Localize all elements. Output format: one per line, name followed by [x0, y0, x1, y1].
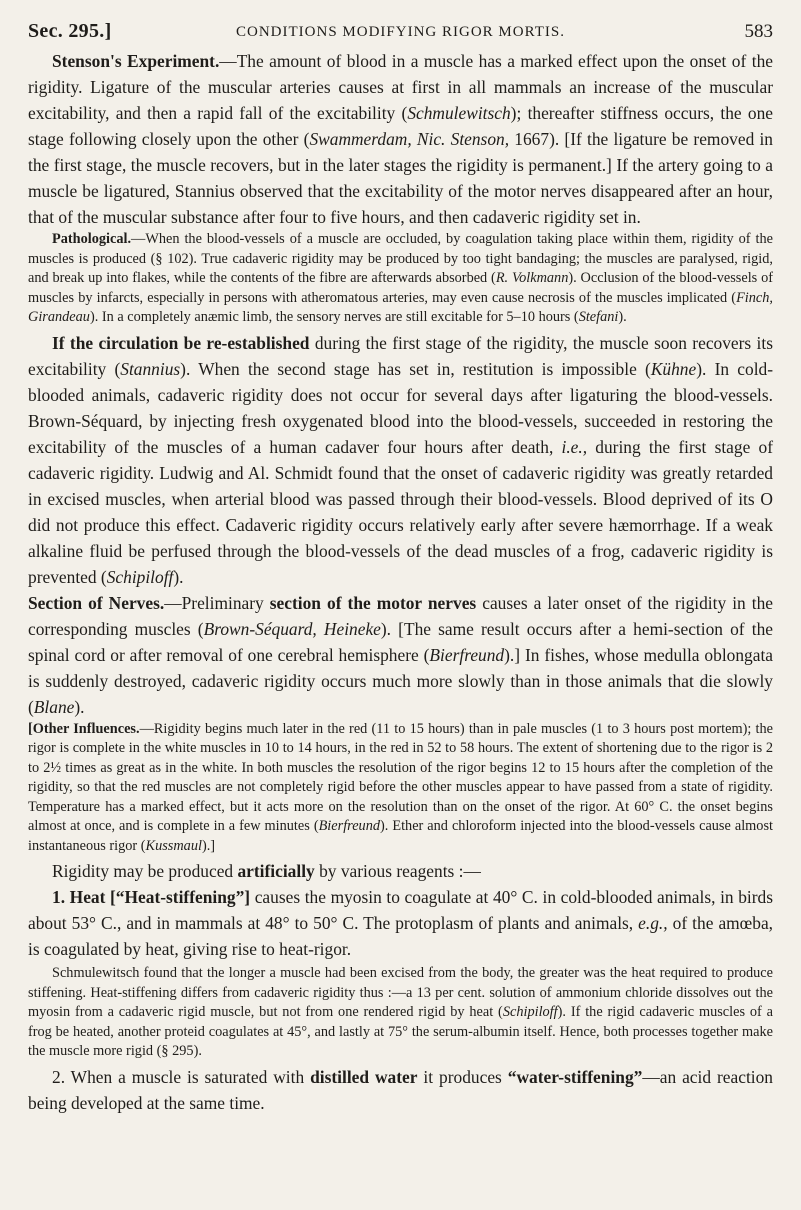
paragraph-schmulewitsch-note: [28, 964, 773, 1062]
italic-citation: Blane: [33, 696, 75, 717]
italic-citation: Brown-Séquard, Heineke: [203, 618, 381, 639]
paragraph-other-influences: [28, 720, 773, 857]
text-run: causes the myosin to coagulate at 40° C. in cold-blooded animals, in birds about 53° C., and in mammals at 48° to 50° C. The protoplasm of plants and animals,: [28, 887, 773, 933]
page-number: 583: [744, 21, 773, 42]
text-run: it produces: [417, 1066, 508, 1087]
italic-citation: Schipiloff: [106, 566, 174, 587]
text-run: causes a later onset of the rigidity in the corresponding muscles (: [28, 592, 774, 639]
bold-run: artificially: [237, 861, 315, 881]
text-run: ).] In fishes, whose medulla oblongata is suddenly destroyed, cadaveric rigidity occurs much more slowly than in those animals that die slowly (: [28, 644, 774, 717]
italic-citation: Stannius: [120, 358, 181, 379]
text-run: ). In a completely anæmic limb, the sensory nerves are still excitable for 5–10 hours (: [89, 309, 579, 325]
italic-citation: R. Volkmann: [495, 270, 569, 286]
section-reference: Sec. 295.]: [28, 20, 112, 42]
bold-run: If the circulation be re-established: [52, 332, 310, 353]
paragraph-heat-stiffening: [28, 884, 773, 962]
bold-run: “water-stiffening”: [507, 1066, 643, 1087]
italic-citation: Swammerdam, Nic. Stenson,: [309, 129, 510, 149]
text-run: ).: [74, 696, 85, 717]
italic-citation: Schmulewitsch: [407, 103, 511, 123]
text-run: during the first stage of the rigidity, the muscle soon recovers its excitability (: [28, 332, 773, 379]
text-run: ).: [618, 309, 627, 325]
italic-citation: Stefani: [578, 309, 619, 325]
bold-run: section of the motor nerves: [269, 592, 477, 613]
italic-citation: i.e.,: [561, 436, 588, 457]
paragraph-pathological: [28, 230, 773, 328]
bold-run: distilled water: [310, 1066, 418, 1087]
text-run: of the amœba, is coagulated by heat, giving rise to heat-rigor.: [28, 913, 774, 959]
bold-run: Stenson's Experiment.: [52, 51, 220, 71]
text-run: ); thereafter stiffness occurs, the one stage following closely upon the other (: [28, 103, 773, 149]
running-title: CONDITIONS MODIFYING RIGOR MORTIS.: [236, 24, 565, 40]
text-run: —Rigidity begins much later in the red (11 to 15 hours) than in pale muscles (1 to 3 hours post mortem); the rigor is complete in the white muscles in 10 to 14 hours, in the red in 52 to 58 hours. The extent of shortening due to the rigor is 2 to 2½ times as great as in the white. In both muscles the resolution of the rigor begins 12 to 15 hours after the completion of the rigidity, so that the red muscles are not completely rigid before the other muscles appear to have passed from a state of rigidity. Temperature has a marked effect, but it acts more on the resolution than on the onset of the rigor. At 60° C. the onset begins almost at once, and is complete in a few minutes (: [28, 720, 773, 834]
text-run: 1667). [If the ligature be removed in the first stage, the muscle recovers, but in the later stages the rigidity is permanent.] If the artery going to a muscle be ligatured, Stannius observed that the excitability of the motor nerves disappeared after an hour, that of the muscular substance after four to five hours, and then cadaveric rigidity set in.: [28, 129, 774, 227]
text-run: ). Occlusion of the blood-vessels of muscles by infarcts, especially in persons with atheromatous arteries, may even cause necrosis of the muscles implicated (: [28, 270, 773, 306]
text-run: —an acid reaction being developed at the same time.: [28, 1066, 773, 1113]
text-run: Schmulewitsch found that the longer a muscle had been excised from the body, the greater was the heat required to produce stiffening. Heat-stiffening differs from cadaveric rigidity thus :—a 13 per cent. solution of ammonium chloride dissolves out the myosin from a cadaveric rigid muscle, but not from one rendered rigid by heat (: [28, 965, 773, 1020]
text-run: ). If the rigid cadaveric muscles of a frog be heated, another proteid coagulates at 45°, and lastly at 75° the serum-albumin itself. Hence, both processes together make the muscle more rigid (§ 295).: [28, 1004, 773, 1059]
text-run: ).]: [201, 837, 216, 854]
text-run: ). When the second stage has set in, restitution is impossible (: [180, 358, 651, 379]
paragraph-section-of-nerves: [28, 590, 773, 720]
paragraph-circulation-reestablished: [28, 330, 773, 590]
text-run: ). In cold-blooded animals, cadaveric rigidity does not occur for several days after ligaturing the blood-vessels. Brown-Séquard, by injecting fresh oxygenated blood into the blood-vessels, succeeded in restoring the excitability of the muscles of a human cadaver four hours after death,: [28, 358, 774, 457]
italic-citation: e.g.,: [638, 913, 668, 933]
italic-citation: Finch, Girandeau: [28, 289, 773, 325]
italic-citation: Kussmaul: [145, 837, 202, 854]
text-run: ). [The same result occurs after a hemi-section of the spinal cord or after removal of one cerebral hemisphere (: [28, 618, 773, 665]
italic-citation: Bierfreund: [429, 644, 505, 665]
paragraph-artificial-rigidity: [28, 858, 773, 884]
bold-run: [Other Influences.: [28, 720, 140, 737]
text-run: by various reagents :—: [314, 861, 481, 881]
page-body: [28, 48, 773, 1116]
text-run: —Preliminary: [164, 592, 270, 613]
text-run: ). Ether and chloroform injected into the blood-vessels cause almost instantaneous rigor (: [28, 818, 773, 854]
italic-citation: Bierfreund: [318, 818, 380, 834]
paragraph-water-stiffening: [28, 1064, 773, 1116]
bold-run: Pathological.: [52, 231, 132, 247]
italic-citation: Schipiloff: [502, 1004, 558, 1020]
bold-run: Section of Nerves.: [28, 592, 165, 613]
text-run: —When the blood-vessels of a muscle are occluded, by coagulation taking place within them, rigidity of the muscles is produced (§ 102). True cadaveric rigidity may be produced by too tight bandaging; the muscles are paralysed, rigid, and break up into flakes, while the contents of the fibre are afterwards absorbed (: [28, 231, 773, 286]
italic-citation: Kühne: [650, 358, 697, 379]
text-run: during the first stage of cadaveric rigidity. Ludwig and Al. Schmidt found that the onset of cadaveric rigidity was greatly retarded in excised muscles, when arterial blood was passed through their blood-vessels. Blood deprived of its O did not produce this effect. Cadaveric rigidity occurs relatively early after severe hæmorrhage. If a weak alkaline fluid be perfused through the blood-vessels of the dead muscles of a frog, cadaveric rigidity is prevented (: [28, 436, 773, 587]
text-run: —The amount of blood in a muscle has a marked effect upon the onset of the rigidity. Ligature of the muscular arteries causes at first in all mammals an increase of the muscular excitability, and then a rapid fall of the excitability (: [28, 51, 773, 123]
text-run: ).: [173, 566, 184, 587]
bold-run: 1. Heat [“Heat-stiffening”]: [52, 887, 251, 907]
paragraph-stenson-experiment: [28, 48, 773, 230]
page-header: [28, 14, 773, 44]
text-run: 2. When a muscle is saturated with: [52, 1066, 311, 1087]
text-run: Rigidity may be produced: [52, 861, 238, 881]
